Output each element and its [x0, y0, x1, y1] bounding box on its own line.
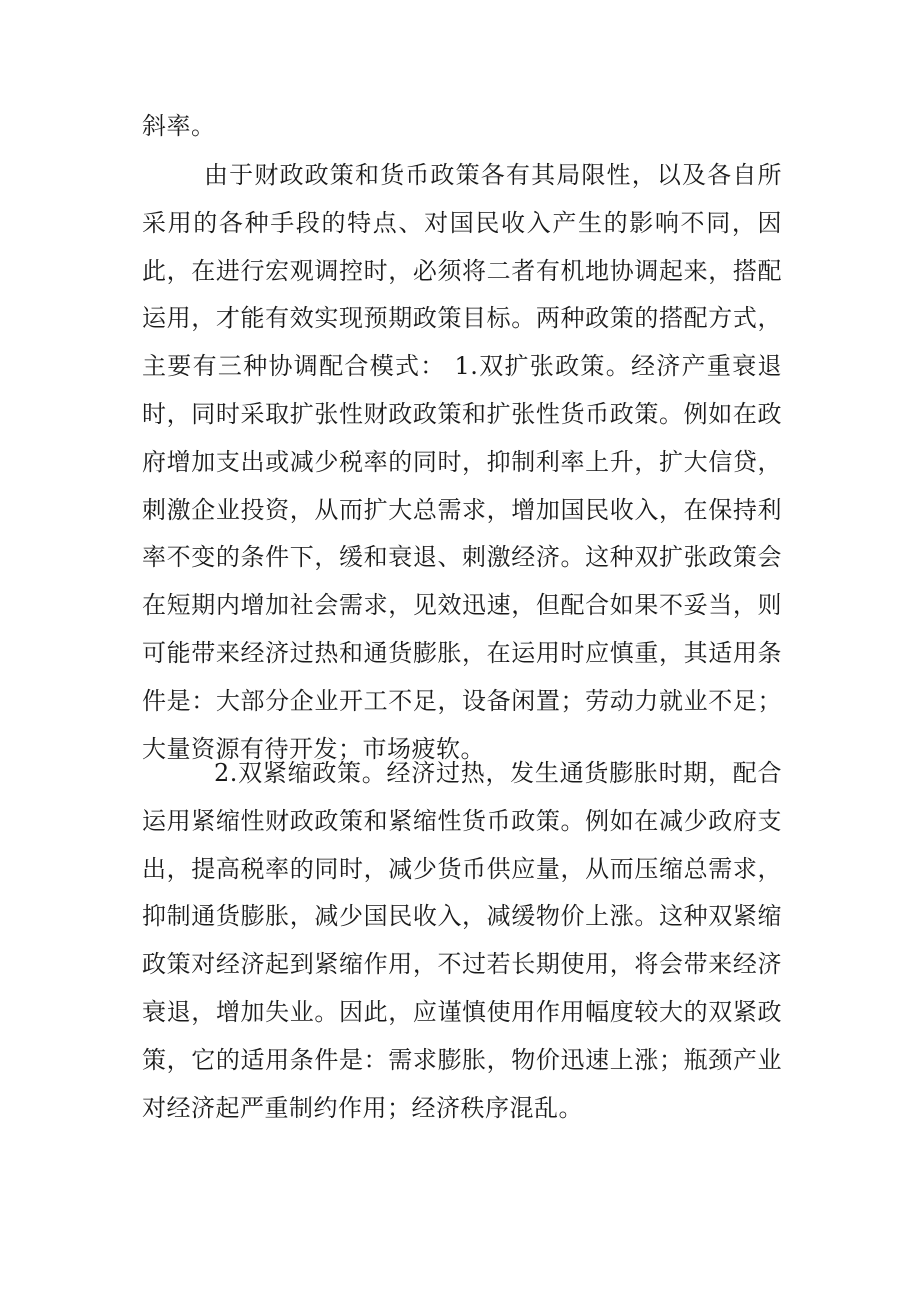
paragraph-policy-mix — [142, 152, 782, 773]
paragraph-double-tightening — [142, 750, 782, 1132]
paragraph-text: 2.双紧缩政策。经济过热，发生通货膨胀时期，配合运用紧缩性财政政策和紧缩性货币政策。例如在减少政府支出，提高税率的同时，减少货币供应量，从而压缩总需求，抑制通货膨胀，减少国民收入，减缓物价上涨。这种双紧缩政策对经济起到紧缩作用，不过若长期使用，将会带来经济衰退，增加失业。因此，应谨慎使用作用幅度较大的双紧政策，它的适用条件是：需求膨胀，物价迅速上涨；瓶颈产业对经济起严重制约作用；经济秩序混乱。 — [142, 759, 782, 1122]
paragraph-text: 斜率。 — [142, 112, 216, 140]
paragraph-continuation — [142, 103, 782, 151]
paragraph-text: 由于财政政策和货币政策各有其局限性，以及各自所采用的各种手段的特点、对国民收入产生的影响不同，因此，在进行宏观调控时，必须将二者有机地协调起来，搭配运用，才能有效实现预期政策目标。两种政策的搭配方式，主要有三种协调配合模式： 1.双扩张政策。经济产重衰退时，同时采取扩张性财政政策和扩张性货币政策。例如在政府增加支出或减少税率的同时，抑制利率上升，扩大信贷，刺激企业投资，从而扩大总需求，增加国民收入，在保持利率不变的条件下，缓和衰退、刺激经济。这种双扩张政策会在短期内增加社会需求，见效迅速，但配合如果不妥当，则可能带来经济过热和通货膨胀，在运用时应慎重，其适用条件是：大部分企业开工不足，设备闲置；劳动力就业不足；大量资源有待开发；市场疲软。 — [142, 161, 782, 763]
